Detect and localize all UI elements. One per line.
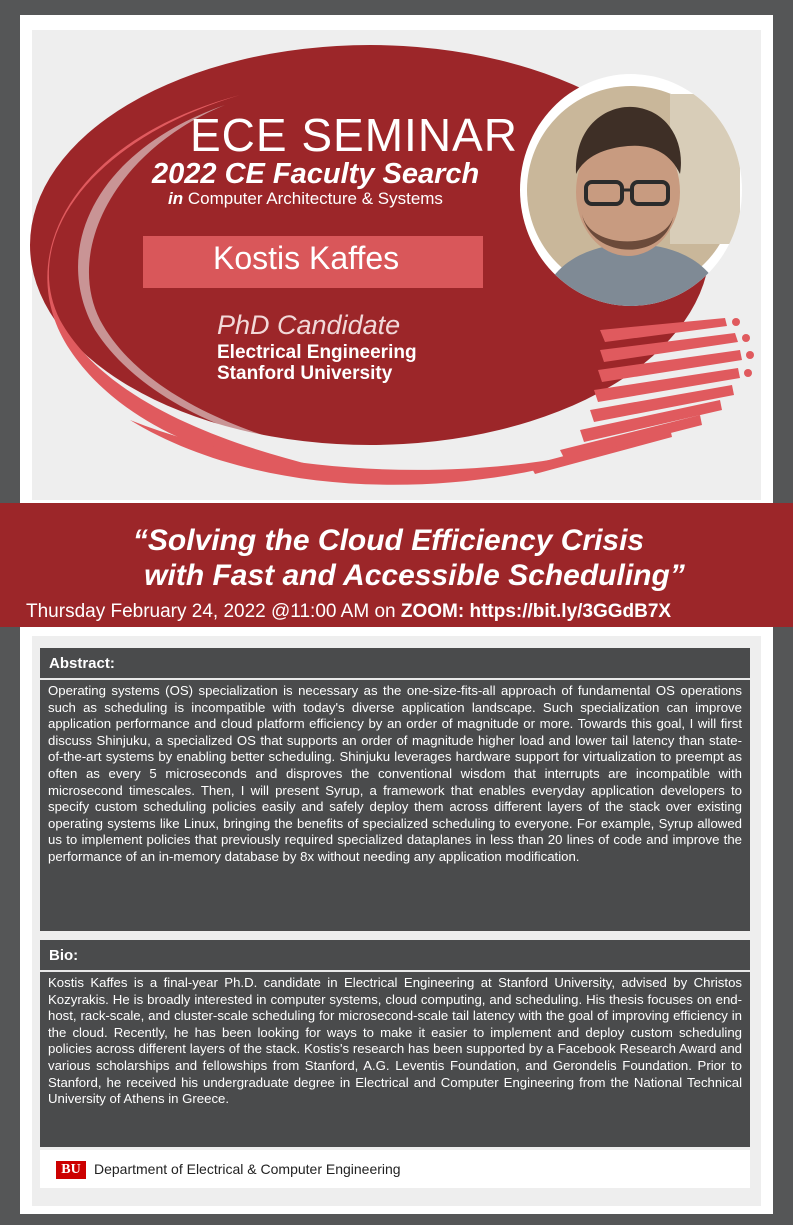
talk-datetime	[26, 601, 671, 623]
abstract-panel	[40, 648, 750, 931]
abstract-divider	[40, 678, 750, 680]
bio-text: Kostis Kaffes is a final-year Ph.D. candidate in Electrical Engineering at Stanford University, advised by Christos Kozyrakis. He is broadly interested in computer systems, cloud computing, and scheduling. His thesis focuses on end-host, rack-scale, and cluster-scale scheduling for microsecond-scale tail latency with the goal of improving efficiency in the cloud. Recently, he has been looking for ways to make it easier to implement and deploy custom scheduling policies across different layers of the stack. Kostis's research has been supported by a Facebook Research Award and various scholarships and fellowships from Stanford, A.G. Leventis Foundation, and Gerondelis Foundation. Prior to Stanford, he received his undergraduate degree in Electrical and Computer Engineering from the National Technical University of Athens in Greece.	[48, 975, 742, 1107]
zoom-link[interactable]: https://bit.ly/3GGdB7X	[464, 601, 672, 622]
datetime-text: Thursday February 24, 2022 @11:00 AM on	[26, 601, 401, 622]
seminar-title: ECE SEMINAR	[190, 109, 518, 161]
area-name: Computer Architecture & Systems	[187, 189, 443, 208]
bio-heading: Bio:	[49, 947, 79, 964]
speaker-university: Stanford University	[217, 363, 393, 384]
area-prefix: in	[168, 189, 184, 208]
bio-divider	[40, 970, 750, 972]
talk-title-line1: “Solving the Cloud Efficiency Crisis	[132, 524, 645, 557]
speaker-department: Electrical Engineering	[217, 342, 417, 363]
faculty-search-title: 2022 CE Faculty Search	[152, 158, 480, 190]
bu-logo: BU	[56, 1161, 86, 1179]
zoom-label: ZOOM:	[400, 601, 465, 622]
abstract-heading: Abstract:	[49, 655, 115, 672]
speaker-role: PhD Candidate	[217, 310, 401, 340]
speaker-name: Kostis Kaffes	[213, 240, 400, 276]
abstract-text: Operating systems (OS) specialization is necessary as the one-size-fits-all approach of fundamental OS operations such as scheduling is incompatible with today's diverse application landscape. Such specialization can improve application performance and cloud platform efficiency by an order of magnitude or more. Towards this goal, I will first discuss Shinjuku, a specialized OS that supports an order of magnitude higher load and lower tail latency than state-of-the-art systems by enabling better scheduling. Shinjuku leverages hardware support for virtualization to preempt as often as every 5 microseconds and disproves the conventional wisdom that interrupts are incompatible with microsecond timescales. Then, I will present Syrup, a framework that enables everyday application developers to specify custom scheduling policies easily and safely deploy them across different layers of the stack over existing operating systems like Linux, bringing the benefits of specialized scheduling to everyone. For example, Syrup allowed us to implement policies that previously required specialized dataplanes in less than 20 lines of code and improve the performance of an in-memory database by 8x without needing any application modification.	[48, 683, 742, 864]
speaker-photo	[520, 74, 742, 306]
portrait-icon	[520, 74, 742, 306]
research-area	[168, 189, 443, 209]
footer	[40, 1150, 750, 1188]
footer-department: Department of Electrical & Computer Engineering	[94, 1161, 401, 1177]
bio-panel	[40, 940, 750, 1147]
talk-title-line2: with Fast and Accessible Scheduling”	[144, 559, 685, 592]
